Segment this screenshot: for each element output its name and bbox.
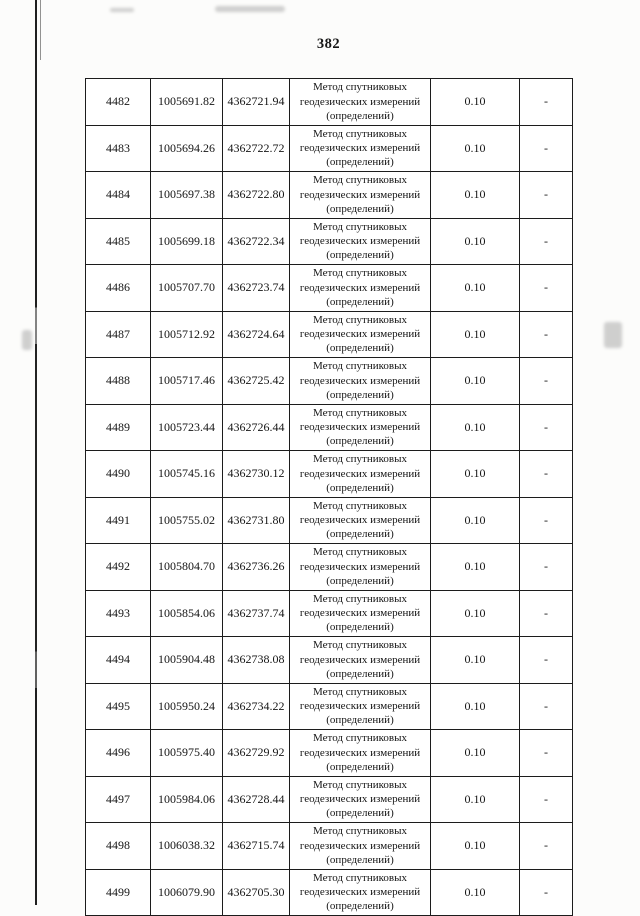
point-number-cell: 4497 <box>86 776 151 823</box>
point-number-cell: 4499 <box>86 869 151 916</box>
note-cell: - <box>520 590 573 637</box>
y-coordinate-cell: 4362728.44 <box>223 776 290 823</box>
precision-cell: 0.10 <box>431 79 520 126</box>
note-cell: - <box>520 172 573 219</box>
x-coordinate-cell: 1005755.02 <box>151 497 223 544</box>
y-coordinate-cell: 4362724.64 <box>223 311 290 358</box>
coordinates-table <box>85 78 573 916</box>
scan-artifact-vertical-line <box>35 0 37 905</box>
table-row <box>86 218 573 265</box>
note-cell: - <box>520 730 573 777</box>
precision-cell: 0.10 <box>431 451 520 498</box>
method-cell: Метод спутниковых геодезических измерений (определений) <box>290 497 431 544</box>
table-row <box>86 869 573 916</box>
x-coordinate-cell: 1005717.46 <box>151 358 223 405</box>
table-row <box>86 544 573 591</box>
precision-cell: 0.10 <box>431 730 520 777</box>
point-number-cell: 4487 <box>86 311 151 358</box>
precision-cell: 0.10 <box>431 776 520 823</box>
point-number-cell: 4490 <box>86 451 151 498</box>
scan-smudge <box>215 6 285 12</box>
method-cell: Метод спутниковых геодезических измерений (определений) <box>290 79 431 126</box>
method-cell: Метод спутниковых геодезических измерений (определений) <box>290 404 431 451</box>
x-coordinate-cell: 1005691.82 <box>151 79 223 126</box>
table-row <box>86 776 573 823</box>
point-number-cell: 4485 <box>86 218 151 265</box>
point-number-cell: 4489 <box>86 404 151 451</box>
y-coordinate-cell: 4362738.08 <box>223 637 290 684</box>
note-cell: - <box>520 311 573 358</box>
x-coordinate-cell: 1005697.38 <box>151 172 223 219</box>
y-coordinate-cell: 4362715.74 <box>223 823 290 870</box>
note-cell: - <box>520 358 573 405</box>
table-row <box>86 311 573 358</box>
y-coordinate-cell: 4362725.42 <box>223 358 290 405</box>
x-coordinate-cell: 1005712.92 <box>151 311 223 358</box>
method-cell: Метод спутниковых геодезических измерений (определений) <box>290 776 431 823</box>
point-number-cell: 4486 <box>86 265 151 312</box>
table-row <box>86 590 573 637</box>
point-number-cell: 4492 <box>86 544 151 591</box>
x-coordinate-cell: 1005975.40 <box>151 730 223 777</box>
x-coordinate-cell: 1005854.06 <box>151 590 223 637</box>
x-coordinate-cell: 1005745.16 <box>151 451 223 498</box>
note-cell: - <box>520 776 573 823</box>
table-row <box>86 823 573 870</box>
x-coordinate-cell: 1005904.48 <box>151 637 223 684</box>
precision-cell: 0.10 <box>431 358 520 405</box>
y-coordinate-cell: 4362731.80 <box>223 497 290 544</box>
precision-cell: 0.10 <box>431 590 520 637</box>
point-number-cell: 4495 <box>86 683 151 730</box>
precision-cell: 0.10 <box>431 823 520 870</box>
point-number-cell: 4494 <box>86 637 151 684</box>
x-coordinate-cell: 1005707.70 <box>151 265 223 312</box>
method-cell: Метод спутниковых геодезических измерений (определений) <box>290 730 431 777</box>
scan-smudge <box>22 330 32 350</box>
table-row <box>86 451 573 498</box>
y-coordinate-cell: 4362722.34 <box>223 218 290 265</box>
point-number-cell: 4498 <box>86 823 151 870</box>
note-cell: - <box>520 404 573 451</box>
precision-cell: 0.10 <box>431 497 520 544</box>
method-cell: Метод спутниковых геодезических измерений (определений) <box>290 590 431 637</box>
page-number: 382 <box>316 36 341 52</box>
table-row <box>86 497 573 544</box>
note-cell: - <box>520 637 573 684</box>
method-cell: Метод спутниковых геодезических измерений (определений) <box>290 311 431 358</box>
table-row <box>86 125 573 172</box>
note-cell: - <box>520 497 573 544</box>
x-coordinate-cell: 1006079.90 <box>151 869 223 916</box>
note-cell: - <box>520 869 573 916</box>
y-coordinate-cell: 4362737.74 <box>223 590 290 637</box>
note-cell: - <box>520 125 573 172</box>
y-coordinate-cell: 4362736.26 <box>223 544 290 591</box>
table-row <box>86 730 573 777</box>
y-coordinate-cell: 4362730.12 <box>223 451 290 498</box>
y-coordinate-cell: 4362726.44 <box>223 404 290 451</box>
point-number-cell: 4484 <box>86 172 151 219</box>
precision-cell: 0.10 <box>431 404 520 451</box>
precision-cell: 0.10 <box>431 218 520 265</box>
y-coordinate-cell: 4362729.92 <box>223 730 290 777</box>
note-cell: - <box>520 683 573 730</box>
precision-cell: 0.10 <box>431 683 520 730</box>
method-cell: Метод спутниковых геодезических измерений (определений) <box>290 451 431 498</box>
table-row <box>86 79 573 126</box>
y-coordinate-cell: 4362721.94 <box>223 79 290 126</box>
table-row <box>86 404 573 451</box>
scan-smudge <box>110 8 134 12</box>
point-number-cell: 4482 <box>86 79 151 126</box>
table-row <box>86 637 573 684</box>
note-cell: - <box>520 79 573 126</box>
precision-cell: 0.10 <box>431 544 520 591</box>
precision-cell: 0.10 <box>431 125 520 172</box>
precision-cell: 0.10 <box>431 869 520 916</box>
coordinates-table-body <box>86 79 573 916</box>
precision-cell: 0.10 <box>431 172 520 219</box>
method-cell: Метод спутниковых геодезических измерений (определений) <box>290 637 431 684</box>
table-row <box>86 683 573 730</box>
method-cell: Метод спутниковых геодезических измерений (определений) <box>290 869 431 916</box>
scan-artifact-vertical-line-short <box>40 0 41 60</box>
method-cell: Метод спутниковых геодезических измерений (определений) <box>290 358 431 405</box>
precision-cell: 0.10 <box>431 637 520 684</box>
table-row <box>86 172 573 219</box>
y-coordinate-cell: 4362705.30 <box>223 869 290 916</box>
note-cell: - <box>520 218 573 265</box>
x-coordinate-cell: 1006038.32 <box>151 823 223 870</box>
point-number-cell: 4493 <box>86 590 151 637</box>
method-cell: Метод спутниковых геодезических измерений (определений) <box>290 823 431 870</box>
x-coordinate-cell: 1005804.70 <box>151 544 223 591</box>
note-cell: - <box>520 451 573 498</box>
note-cell: - <box>520 823 573 870</box>
point-number-cell: 4491 <box>86 497 151 544</box>
table-row <box>86 265 573 312</box>
x-coordinate-cell: 1005699.18 <box>151 218 223 265</box>
y-coordinate-cell: 4362722.72 <box>223 125 290 172</box>
precision-cell: 0.10 <box>431 265 520 312</box>
x-coordinate-cell: 1005984.06 <box>151 776 223 823</box>
method-cell: Метод спутниковых геодезических измерений (определений) <box>290 172 431 219</box>
method-cell: Метод спутниковых геодезических измерений (определений) <box>290 265 431 312</box>
method-cell: Метод спутниковых геодезических измерений (определений) <box>290 683 431 730</box>
precision-cell: 0.10 <box>431 311 520 358</box>
note-cell: - <box>520 265 573 312</box>
point-number-cell: 4488 <box>86 358 151 405</box>
scan-smudge <box>604 322 622 348</box>
note-cell: - <box>520 544 573 591</box>
y-coordinate-cell: 4362722.80 <box>223 172 290 219</box>
y-coordinate-cell: 4362734.22 <box>223 683 290 730</box>
x-coordinate-cell: 1005694.26 <box>151 125 223 172</box>
method-cell: Метод спутниковых геодезических измерений (определений) <box>290 125 431 172</box>
method-cell: Метод спутниковых геодезических измерений (определений) <box>290 544 431 591</box>
point-number-cell: 4496 <box>86 730 151 777</box>
y-coordinate-cell: 4362723.74 <box>223 265 290 312</box>
point-number-cell: 4483 <box>86 125 151 172</box>
x-coordinate-cell: 1005723.44 <box>151 404 223 451</box>
x-coordinate-cell: 1005950.24 <box>151 683 223 730</box>
method-cell: Метод спутниковых геодезических измерений (определений) <box>290 218 431 265</box>
table-row <box>86 358 573 405</box>
